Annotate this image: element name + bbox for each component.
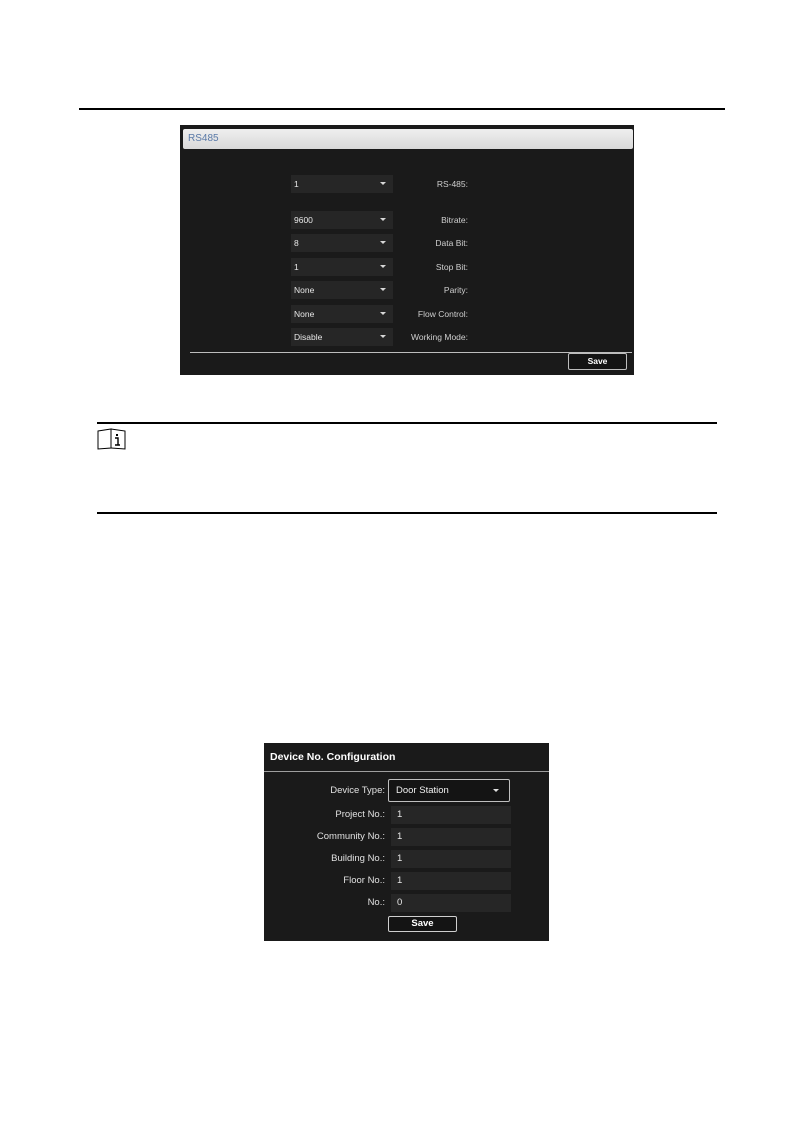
chevron-down-icon: [380, 265, 386, 268]
bitrate-value: 9600: [294, 215, 313, 225]
device-type-row: [264, 779, 549, 802]
flow-control-select[interactable]: [291, 305, 393, 323]
chevron-down-icon: [380, 241, 386, 244]
rs485-label: RS-485:: [436, 179, 468, 189]
chevron-down-icon: [380, 182, 386, 185]
community-no-label: Community No.:: [316, 831, 385, 842]
floor-no-label: Floor No.:: [343, 875, 385, 886]
project-no-input[interactable]: 1: [391, 806, 511, 824]
device-panel-divider: [264, 771, 549, 772]
stop-bit-row: [180, 258, 634, 276]
device-panel-title: Device No. Configuration: [270, 751, 396, 763]
rs485-settings-panel: [180, 125, 634, 375]
building-no-input[interactable]: 1: [391, 850, 511, 868]
flow-control-label: Flow Control:: [417, 309, 468, 319]
project-no-label: Project No.:: [335, 809, 385, 820]
stop-bit-label: Stop Bit:: [435, 262, 468, 272]
no-input[interactable]: 0: [391, 894, 511, 912]
flow-control-value: None: [294, 309, 315, 319]
working-mode-label: Working Mode:: [410, 332, 468, 342]
parity-select[interactable]: [291, 281, 393, 299]
header-rule: [79, 108, 725, 110]
device-type-select[interactable]: [388, 779, 510, 802]
note-bottom-rule: [97, 512, 717, 514]
building-no-label: Building No.:: [331, 853, 385, 864]
parity-row: [180, 281, 634, 299]
building-no-row: [264, 850, 549, 868]
bitrate-label: Bitrate:: [441, 215, 468, 225]
bitrate-select[interactable]: [291, 211, 393, 229]
parity-value: None: [294, 285, 315, 295]
working-mode-select[interactable]: [291, 328, 393, 346]
bitrate-row: [180, 211, 634, 229]
device-type-value: Door Station: [396, 785, 449, 796]
no-row: [264, 894, 549, 912]
floor-no-row: [264, 872, 549, 890]
device-type-label: Device Type:: [330, 785, 385, 796]
rs485-row: [180, 175, 634, 193]
data-bit-value: 8: [294, 238, 299, 248]
chevron-down-icon: [493, 789, 499, 792]
data-bit-select[interactable]: [291, 234, 393, 252]
flow-control-row: [180, 305, 634, 323]
rs485-value: 1: [294, 179, 299, 189]
chevron-down-icon: [380, 312, 386, 315]
working-mode-row: [180, 328, 634, 346]
working-mode-value: Disable: [294, 332, 323, 342]
device-no-configuration-panel: [264, 743, 549, 941]
community-no-row: [264, 828, 549, 846]
device-save-button[interactable]: Save: [388, 916, 457, 932]
no-label: No.:: [367, 897, 385, 908]
rs485-divider: [190, 352, 632, 353]
stop-bit-value: 1: [294, 262, 299, 272]
book-info-icon: [97, 428, 127, 450]
parity-label: Parity:: [443, 285, 468, 295]
note-top-rule: [97, 422, 717, 424]
rs485-select[interactable]: [291, 175, 393, 193]
chevron-down-icon: [380, 288, 386, 291]
stop-bit-select[interactable]: [291, 258, 393, 276]
data-bit-row: [180, 234, 634, 252]
project-no-row: [264, 806, 549, 824]
rs485-save-button[interactable]: Save: [568, 353, 627, 370]
data-bit-label: Data Bit:: [435, 238, 468, 248]
chevron-down-icon: [380, 218, 386, 221]
floor-no-input[interactable]: 1: [391, 872, 511, 890]
community-no-input[interactable]: 1: [391, 828, 511, 846]
chevron-down-icon: [380, 335, 386, 338]
rs485-panel-title: RS485: [183, 129, 633, 149]
